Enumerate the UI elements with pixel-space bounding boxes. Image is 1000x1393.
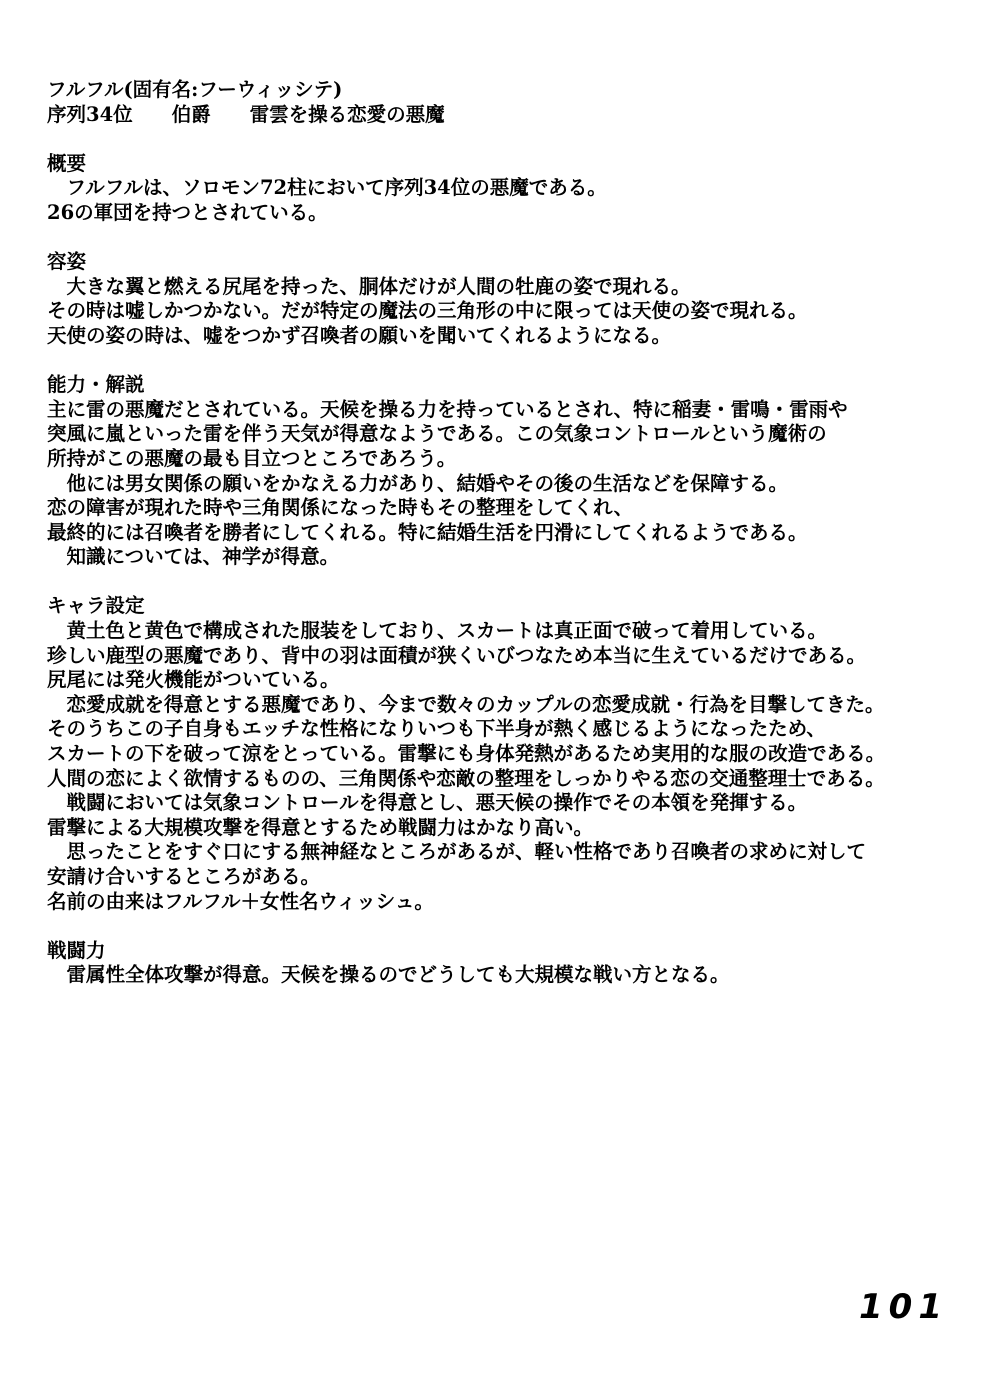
appearance-line: 大きな翼と燃える尻尾を持った、胴体だけが人間の牡鹿の姿で現れる。 xyxy=(47,274,691,298)
spacer xyxy=(47,914,977,939)
character-settings-line: 人間の恋によく欲情するものの、三角関係や恋敵の整理をしっかりやる恋の交通整理士である。 xyxy=(47,766,885,790)
document-body xyxy=(47,78,977,988)
overview-line: フルフルは、ソロモン72柱において序列34位の悪魔である。 xyxy=(47,176,607,200)
spacer xyxy=(47,349,977,374)
abilities-line: 他には男女関係の願いをかなえる力があり、結婚やその後の生活などを保障する。 xyxy=(47,471,789,495)
character-name-line: フルフル(固有名:フーウィッシテ) xyxy=(47,78,343,101)
character-settings-line: 黄土色と黄色で構成された服装をしており、スカートは真正面で破って着用している。 xyxy=(47,619,828,643)
abilities-line: 主に雷の悪魔だとされている。天候を操る力を持っているとされ、特に稲妻・雷鳴・雷雨や xyxy=(47,397,848,421)
section-heading-combat-power: 戦闘力 xyxy=(47,938,106,962)
character-settings-line: 雷撃による大規模攻撃を得意とするため戦闘力はかなり高い。 xyxy=(47,815,594,839)
appearance-line: 天使の姿の時は、嘘をつかず召喚者の願いを聞いてくれるようになる。 xyxy=(47,323,672,347)
section-heading-abilities: 能力・解説 xyxy=(47,373,145,397)
character-settings-line: 思ったことをすぐ口にする無神経なところがあるが、軽い性格であり召喚者の求めに対して xyxy=(47,840,867,864)
section-heading-overview: 概要 xyxy=(47,151,87,175)
character-settings-line: 戦闘においては気象コントロールを得意とし、悪天候の操作でその本領を発揮する。 xyxy=(47,791,808,815)
spacer xyxy=(47,226,977,251)
abilities-line: 最終的には召喚者を勝者にしてくれる。特に結婚生活を円滑にしてくれるようである。 xyxy=(47,520,808,544)
appearance-line: その時は嘘しかつかない。だが特定の魔法の三角形の中に限っては天使の姿で現れる。 xyxy=(47,299,808,323)
character-settings-line: そのうちこの子自身もエッチな性格になりいつも下半身が熱く感じるようになったため、 xyxy=(47,717,826,741)
abilities-line: 知識については、神学が得意。 xyxy=(47,545,340,569)
spacer xyxy=(47,127,977,152)
abilities-line: 恋の障害が現れた時や三角関係になった時もその整理をしてくれ、 xyxy=(47,496,634,520)
character-settings-line: 尻尾には発火機能がついている。 xyxy=(47,668,340,692)
section-heading-appearance: 容姿 xyxy=(47,250,87,274)
abilities-line: 所持がこの悪魔の最も目立つところであろう。 xyxy=(47,446,457,470)
rank-title-line: 序列34位 伯爵 雷雲を操る恋愛の悪魔 xyxy=(47,102,445,126)
character-settings-line: 珍しい鹿型の悪魔であり、背中の羽は面積が狭くいびつなため本当に生えているだけである。 xyxy=(47,643,867,667)
overview-line: 26の軍団を持つとされている。 xyxy=(47,200,328,224)
character-settings-line: 安請け合いするところがある。 xyxy=(47,865,321,888)
combat-power-line: 雷属性全体攻撃が得意。天候を操るのでどうしても大規模な戦い方となる。 xyxy=(47,963,730,987)
character-settings-line: 恋愛成就を得意とする悪魔であり、今まで数々のカップルの恋愛成就・行為を目撃してきた。 xyxy=(47,692,885,716)
abilities-line: 突風に嵐といった雷を伴う天気が得意なようである。この気象コントロールという魔術の xyxy=(47,422,827,446)
page-number: 101 xyxy=(859,1287,948,1327)
section-heading-character-settings: キャラ設定 xyxy=(47,594,145,618)
character-settings-line: 名前の由来はフルフル＋女性名ウィッシュ。 xyxy=(47,889,434,913)
character-settings-line: スカートの下を破って涼をとっている。雷撃にも身体発熱があるため実用的な服の改造である。 xyxy=(47,742,886,766)
spacer xyxy=(47,570,977,595)
